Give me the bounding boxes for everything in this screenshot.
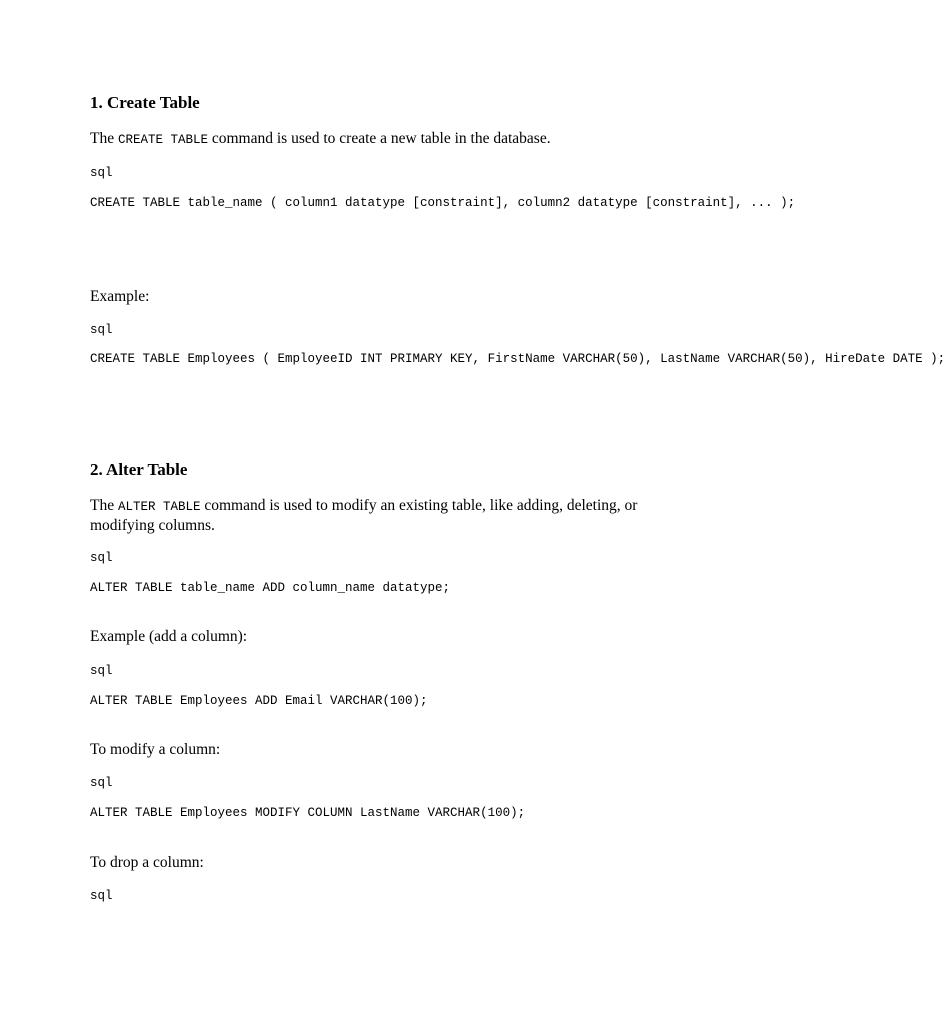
section-heading-create-table: 1. Create Table [90,93,200,112]
create-table-example-code: CREATE TABLE Employees ( EmployeeID INT PRIMARY KEY, FirstName VARCHAR(50), LastName VARCHAR(50), HireDate DATE ); [90,352,945,366]
code-language-label: sql [90,551,113,565]
alter-table-intro [90,497,650,535]
modify-column-example-code: ALTER TABLE Employees MODIFY COLUMN LastName VARCHAR(100); [90,806,526,820]
code-language-label: sql [90,323,113,337]
inline-code-alter-table: ALTER TABLE [117,500,201,514]
intro-text-after: command is used to create a new table in the database. [208,130,551,147]
add-column-example-label: Example (add a column): [90,628,248,645]
create-table-intro [90,130,551,150]
create-table-syntax-code: CREATE TABLE table_name ( column1 datatype [constraint], column2 datatype [constraint], ... ); [90,196,796,210]
example-label: Example: [90,288,150,305]
intro-text-before: The [90,130,118,147]
intro-text-after: command is used to modify an existing table, like adding, deleting, or modifying columns. [90,497,638,534]
add-column-example-code: ALTER TABLE Employees ADD Email VARCHAR(100); [90,694,428,708]
code-language-label: sql [90,889,113,903]
drop-column-label: To drop a column: [90,854,204,871]
code-language-label: sql [90,166,113,180]
code-language-label: sql [90,776,113,790]
inline-code-create-table: CREATE TABLE [117,133,208,147]
intro-text-before: The [90,497,118,514]
code-language-label: sql [90,664,113,678]
section-heading-alter-table: 2. Alter Table [90,460,188,479]
modify-column-label: To modify a column: [90,741,221,758]
alter-table-syntax-code: ALTER TABLE table_name ADD column_name datatype; [90,581,451,595]
